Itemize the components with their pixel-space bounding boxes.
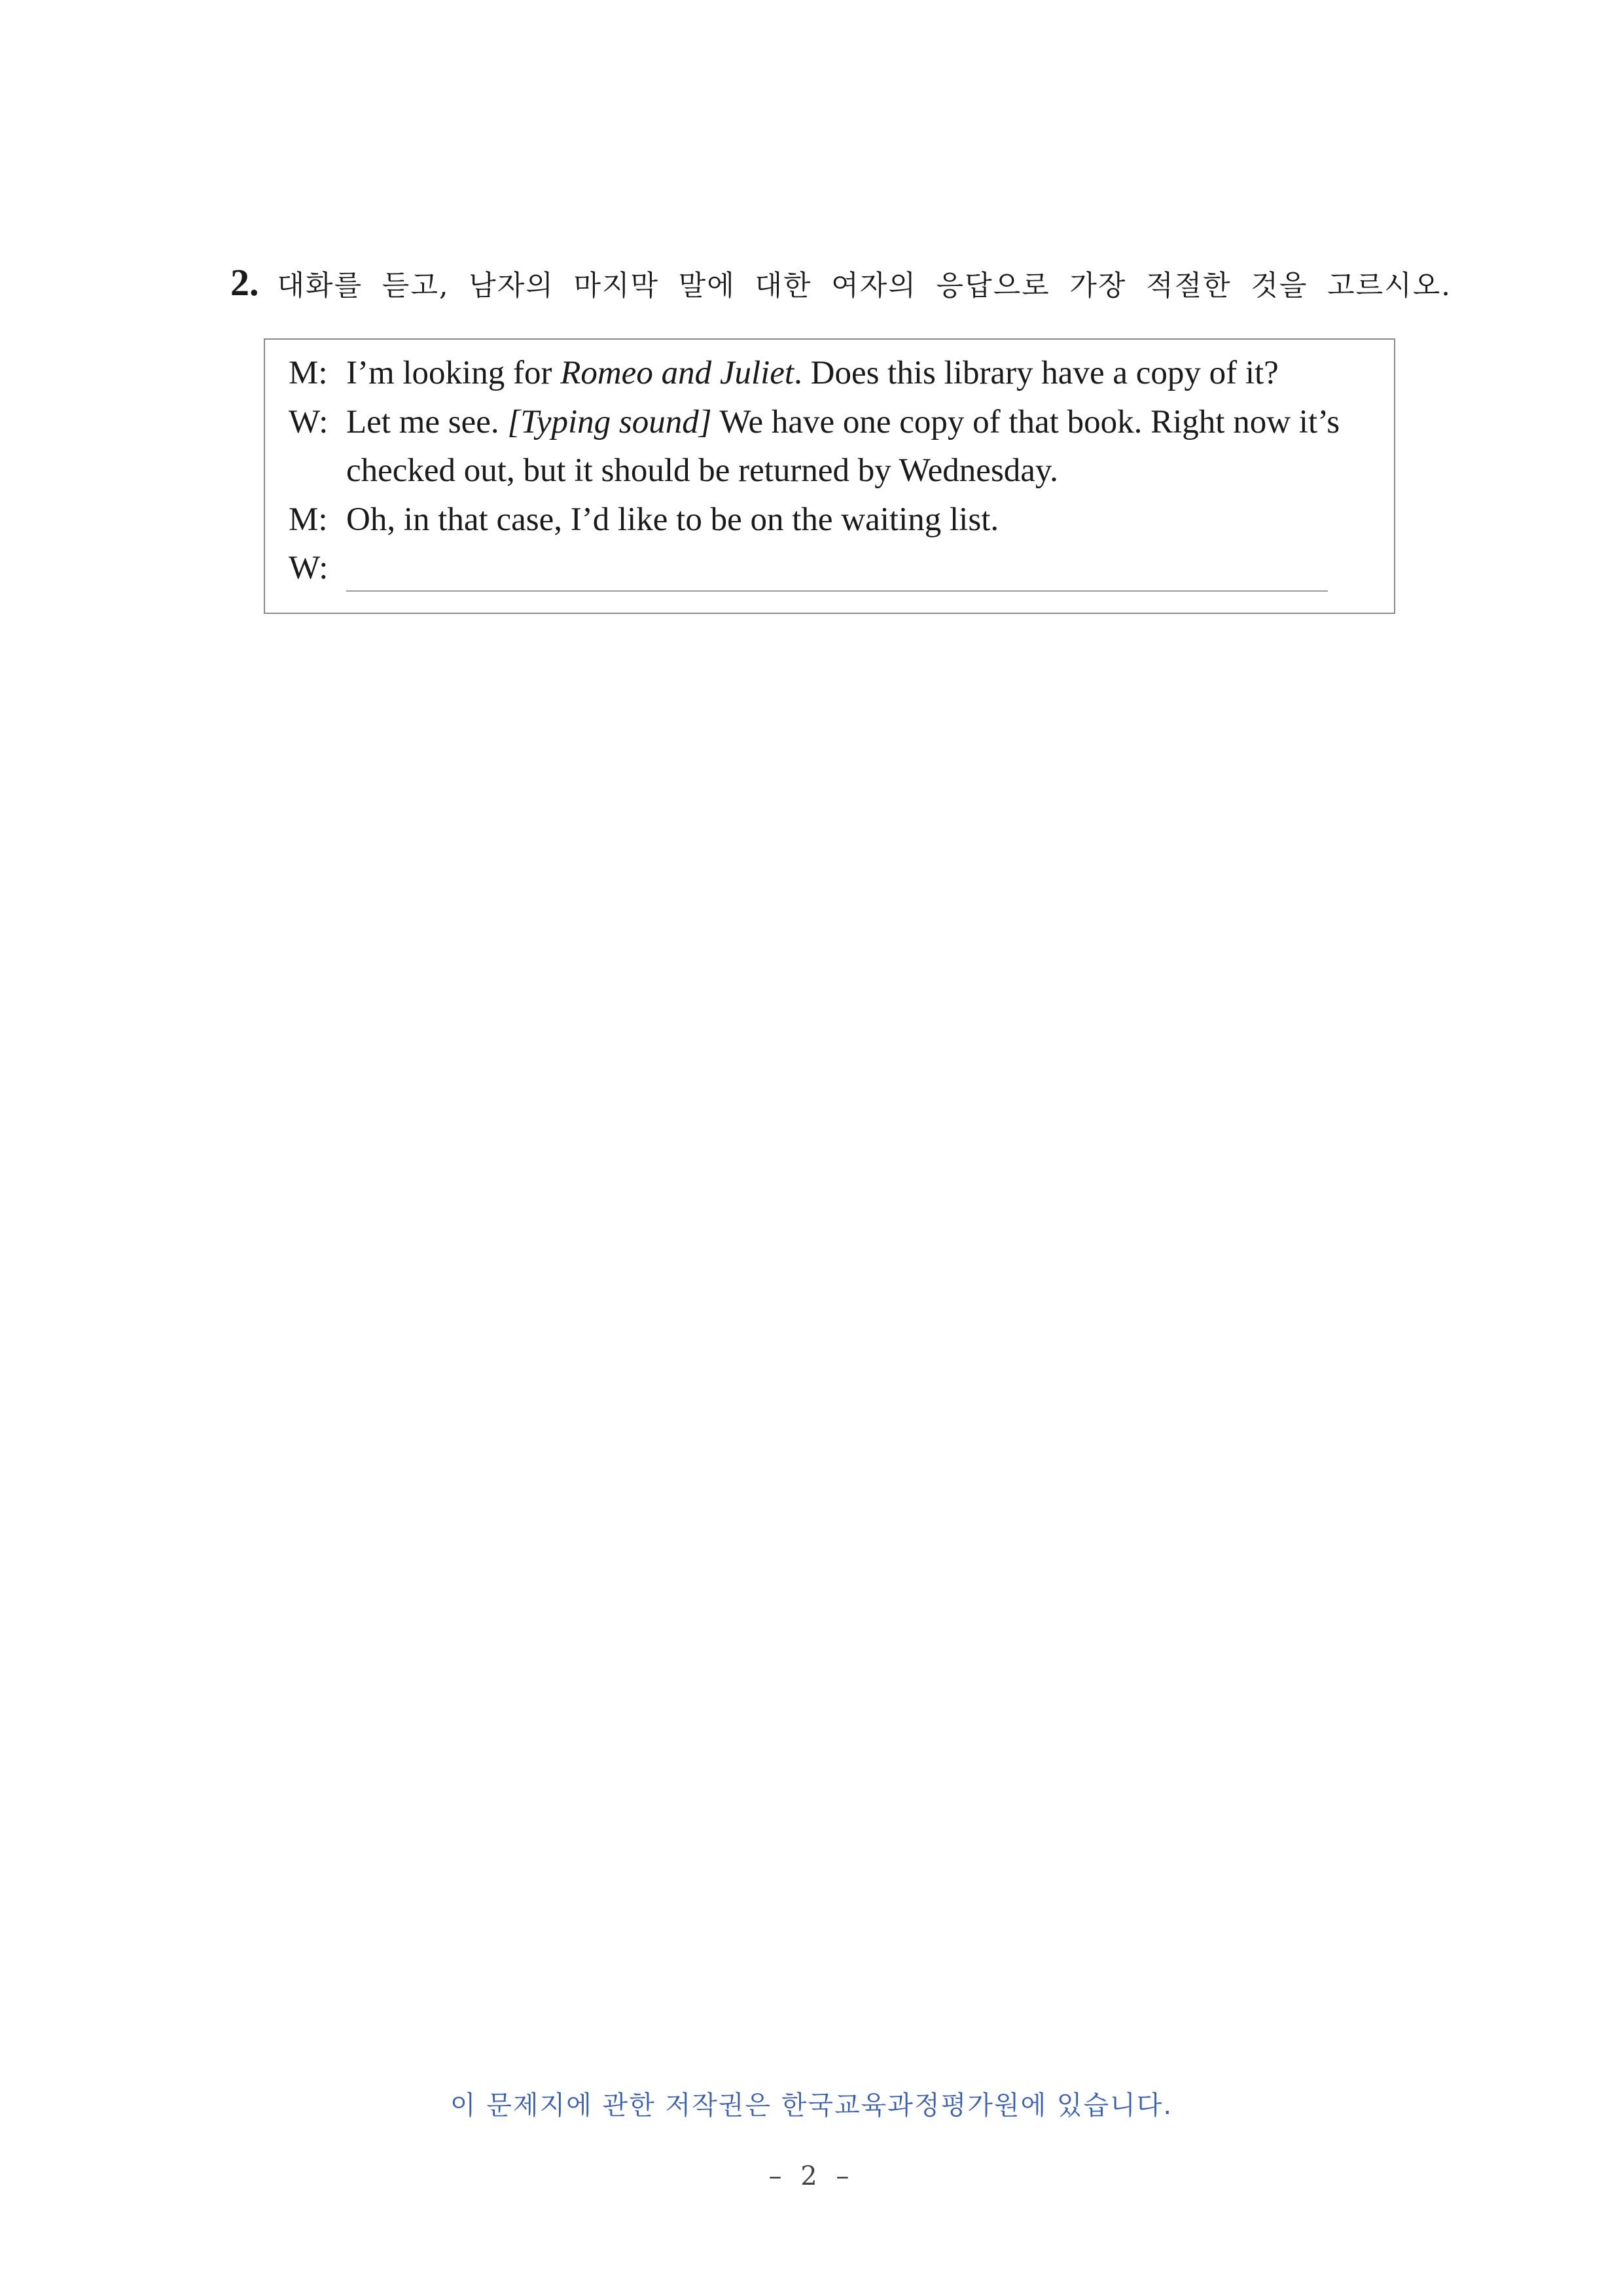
dialogue-text: . Does this library have a copy of it? xyxy=(794,355,1279,391)
speaker-label: W: xyxy=(289,550,329,586)
dialogue-line-3 xyxy=(289,501,999,539)
question-instruction: 대화를 듣고, 남자의 마지막 말에 대한 여자의 응답으로 가장 적절한 것을 고르시오. xyxy=(277,270,1452,302)
speaker-label: M: xyxy=(289,501,328,538)
dialogue-text: Oh, in that case, I’d like to be on the waiting list. xyxy=(346,501,999,538)
dialogue-box xyxy=(264,338,1395,614)
speaker-label: W: xyxy=(289,404,329,440)
sound-effect: [Typing sound] xyxy=(507,404,712,440)
question-header xyxy=(230,260,1452,304)
dialogue-text: We have one copy of that book. Right now it’s xyxy=(711,404,1340,440)
dialogue-text: I’m looking for xyxy=(346,355,561,391)
dialogue-line-1 xyxy=(289,354,1279,392)
dialogue-line-2-continuation: checked out, but it should be returned by Wednesday. xyxy=(346,452,1058,489)
dialogue-text: Let me see. xyxy=(346,404,508,440)
question-number: 2. xyxy=(230,261,259,304)
book-title: Romeo and Juliet xyxy=(560,355,794,391)
page-number: – 2 – xyxy=(768,2161,855,2191)
answer-blank-line xyxy=(346,590,1328,592)
dialogue-line-2 xyxy=(289,403,1340,441)
dialogue-line-4 xyxy=(289,549,346,587)
speaker-label: M: xyxy=(289,355,328,391)
copyright-notice: 이 문제지에 관한 저작권은 한국교육과정평가원에 있습니다. xyxy=(450,2090,1173,2121)
